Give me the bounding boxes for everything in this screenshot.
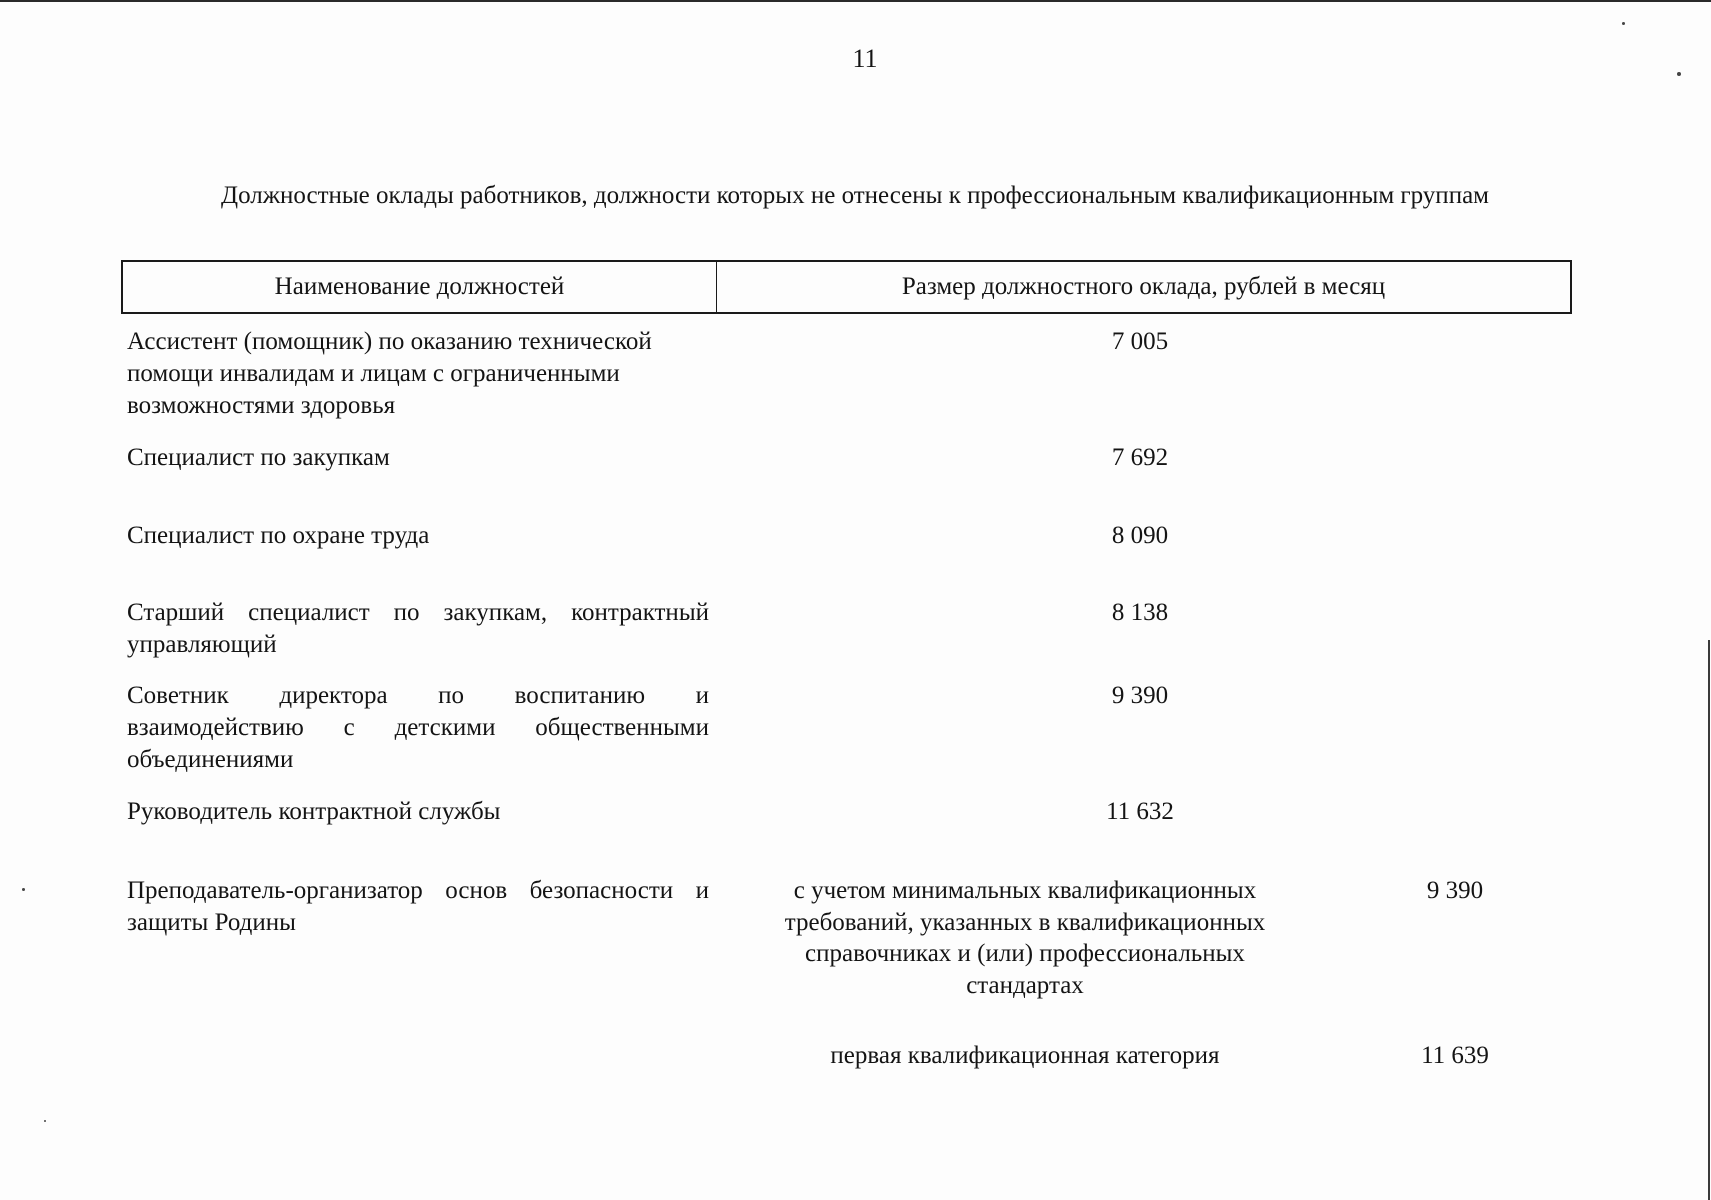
table-header	[121, 260, 1572, 314]
row-name-procurement-specialist: Специалист по закупкам	[127, 444, 390, 471]
row-value-assistant: 7 005	[1111, 328, 1169, 355]
sub-row-description-minimum-requirements: с учетом минимальных квалификационных требований, указанных в квалификационных справочниках и (или) профессиональных стандартах	[784, 877, 1266, 999]
row-name-assistant: Ассистент (помощник) по оказанию технической помощи инвалидам и лицам с ограниченными возможностями здоровья	[127, 328, 652, 419]
row-name-safety-teacher-organizer: Преподаватель-организатор основ безопасности и защиты Родины	[127, 877, 709, 936]
row-value-contract-service-head: 11 632	[1106, 798, 1174, 825]
row-value-procurement-specialist: 7 692	[1111, 444, 1169, 471]
page-number: 11	[852, 44, 878, 73]
scan-speck	[44, 1120, 46, 1122]
header-salary: Размер должностного оклада, рублей в месяц	[901, 273, 1386, 300]
sub-row-description-first-category: первая квалификационная категория	[830, 1042, 1220, 1069]
row-value-director-advisor: 9 390	[1111, 682, 1169, 709]
scan-top-border	[0, 0, 1711, 2]
scan-speck	[22, 888, 25, 891]
row-name-labor-safety-specialist: Специалист по охране труда	[127, 522, 430, 549]
scan-right-edge	[1708, 640, 1710, 1200]
row-name-senior-procurement-specialist: Старший специалист по закупкам, контрактный управляющий	[127, 599, 709, 658]
row-name-director-advisor: Советник директора по воспитанию и взаимодействию с детскими общественными объединениями	[127, 682, 709, 773]
row-name-contract-service-head: Руководитель контрактной службы	[127, 798, 501, 825]
document-title: Должностные оклады работников, должности которых не отнесены к профессиональным квалификационным группам	[221, 182, 1489, 209]
sub-row-value-minimum-requirements: 9 390	[1426, 877, 1484, 904]
scan-speck	[1622, 22, 1625, 25]
row-value-senior-procurement-specialist: 8 138	[1111, 599, 1169, 626]
row-value-labor-safety-specialist: 8 090	[1111, 522, 1169, 549]
header-position-name: Наименование должностей	[123, 262, 717, 312]
scan-speck	[1677, 72, 1681, 76]
sub-row-value-first-category: 11 639	[1421, 1042, 1489, 1069]
